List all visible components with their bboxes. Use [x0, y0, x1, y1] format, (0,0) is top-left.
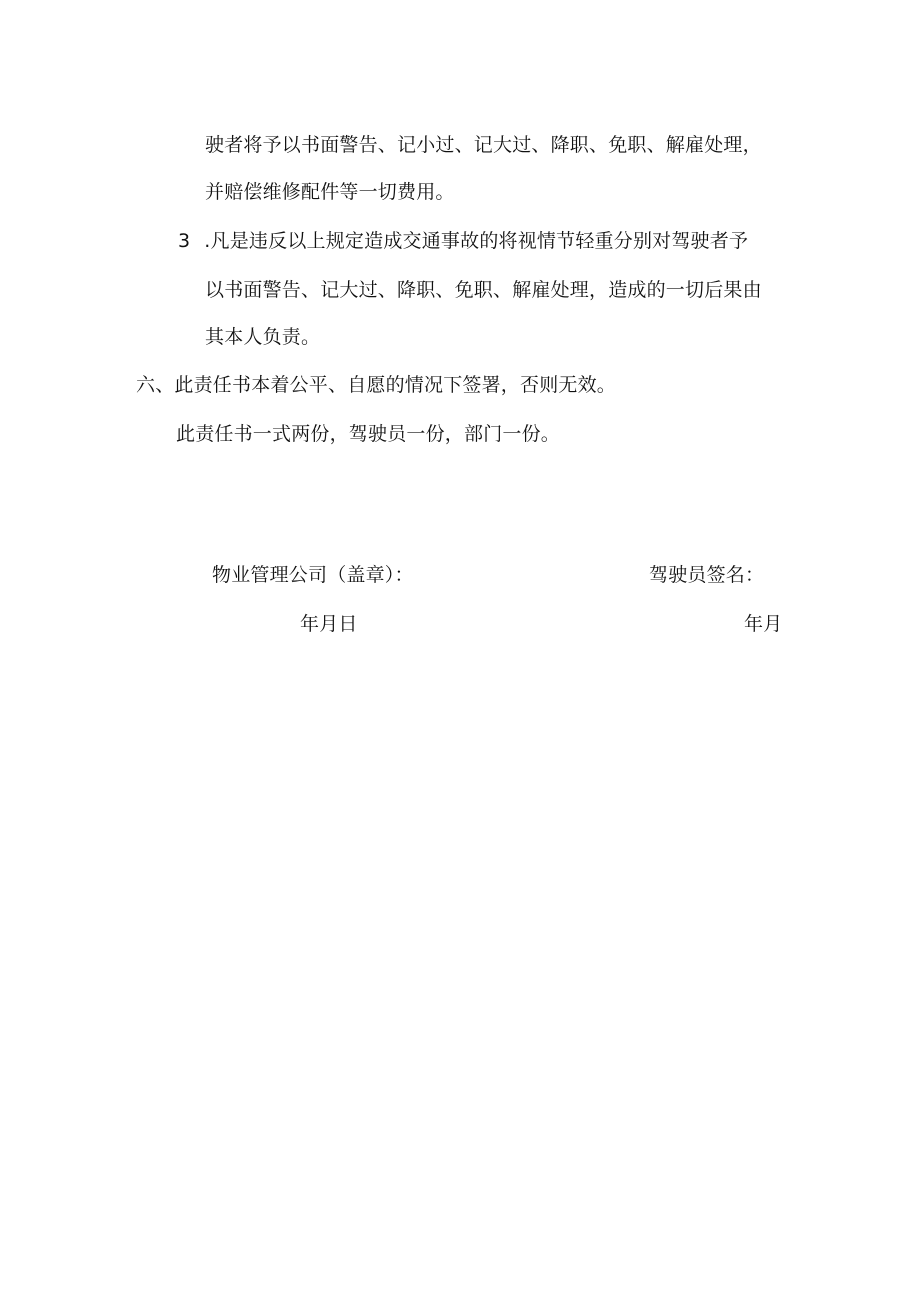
- clause-continuation-line: 驶者将予以书面警告、记小过、记大过、降职、免职、解雇处理，: [205, 134, 762, 156]
- driver-signature-label: 驾驶员签名：: [649, 564, 765, 586]
- copies-note: 此责任书一式两份，驾驶员一份，部门一份。: [176, 423, 561, 445]
- item-number: 3: [178, 230, 191, 252]
- company-date-label: 年月日: [300, 613, 358, 635]
- clause-continuation-line: 其本人负责。: [205, 326, 321, 348]
- clause-continuation-line: 以书面警告、记大过、降职、免职、解雇处理，造成的一切后果由: [205, 279, 762, 301]
- company-seal-label: 物业管理公司（盖章）：: [212, 564, 414, 586]
- clause-continuation-line: 并赔偿维修配件等一切费用。: [205, 181, 455, 203]
- item-text: .凡是违反以上规定造成交通事故的将视情节轻重分别对驾驶者予: [204, 230, 749, 252]
- clause-item-3: [178, 229, 748, 253]
- driver-date-label: 年月: [744, 613, 783, 635]
- section-six: 六、此责任书本着公平、自愿的情况下签署，否则无效。: [136, 374, 617, 396]
